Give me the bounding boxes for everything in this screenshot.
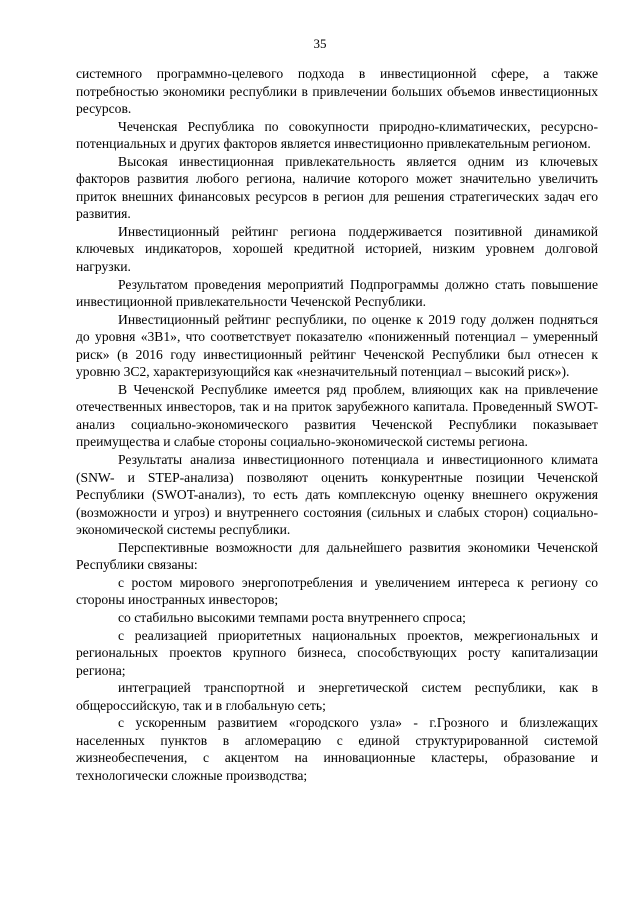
paragraph-8: Результаты анализа инвестиционного потенциала и инвестиционного климата (SNW- и STEP-анализа) позволяют оценить конкурентные позиции Чеченской Республики (SWOT-анализ), то есть дать комплексную оценку внешнего окружения (возможности и угроз) и внутреннего состояния (сильных и слабых сторон) социально-экономической системы республики.	[76, 452, 598, 538]
paragraph-5: Результатом проведения мероприятий Подпрограммы должно стать повышение инвестиционной привлекательности Чеченской Республики.	[76, 276, 598, 310]
paragraph-2: Чеченская Республика по совокупности природно-климатических, ресурсно-потенциальных и других факторов является инвестиционно привлекательным регионом.	[76, 118, 598, 152]
paragraph-1: системного программно-целевого подхода в инвестиционной сфере, а также потребностью экономики республики в привлечении больших объемов инвестиционных ресурсов.	[76, 66, 598, 117]
list-item-3: с реализацией приоритетных национальных проектов, межрегиональных и региональных проектов крупного бизнеса, способствующих росту капитализации региона;	[76, 627, 598, 678]
paragraph-3: Высокая инвестиционная привлекательность является одним из ключевых факторов развития любого региона, наличие которого может значительно увеличить приток внешних финансовых ресурсов в регион для решения стратегических задач его развития.	[76, 153, 598, 222]
paragraph-6: Инвестиционный рейтинг республики, по оценке к 2019 году должен подняться до уровня «3В1», что соответствует показателю «пониженный потенциал – умеренный риск» (в 2016 году инвестиционный рейтинг Чеченской Республики был отнесен к уровню 3С2, характеризующийся как «незначительный потенциал – высокий риск»).	[76, 311, 598, 380]
paragraph-7: В Чеченской Республике имеется ряд проблем, влияющих как на привлечение отечественных инвесторов, так и на приток зарубежного капитала. Проведенный SWOT-анализ социально-экономического развития Чеченской Республики показывает преимущества и слабые стороны социально-экономической системы региона.	[76, 381, 598, 450]
document-body	[76, 65, 598, 784]
list-item-2: со стабильно высокими темпами роста внутреннего спроса;	[118, 609, 466, 625]
list-item-4: интеграцией транспортной и энергетической систем республики, как в общероссийскую, так и в глобальную сеть;	[76, 680, 598, 713]
list-item-5: с ускоренным развитием «городского узла» - г.Грозного и близлежащих населенных пунктов в агломерацию с единой структурированной системой жизнеобеспечения, с акцентом на инновационные кластеры, образование и технологически сложные производства;	[76, 715, 598, 783]
paragraph-9: Перспективные возможности для дальнейшего развития экономики Чеченской Республики связаны:	[76, 539, 598, 573]
paragraph-4: Инвестиционный рейтинг региона поддерживается позитивной динамикой ключевых индикаторов, хорошей кредитной историей, низким уровнем долговой нагрузки.	[76, 223, 598, 275]
page-number: 35	[313, 36, 327, 51]
list-item-1: с ростом мирового энергопотребления и увеличением интереса к региону со стороны иностранных инвесторов;	[76, 574, 598, 608]
